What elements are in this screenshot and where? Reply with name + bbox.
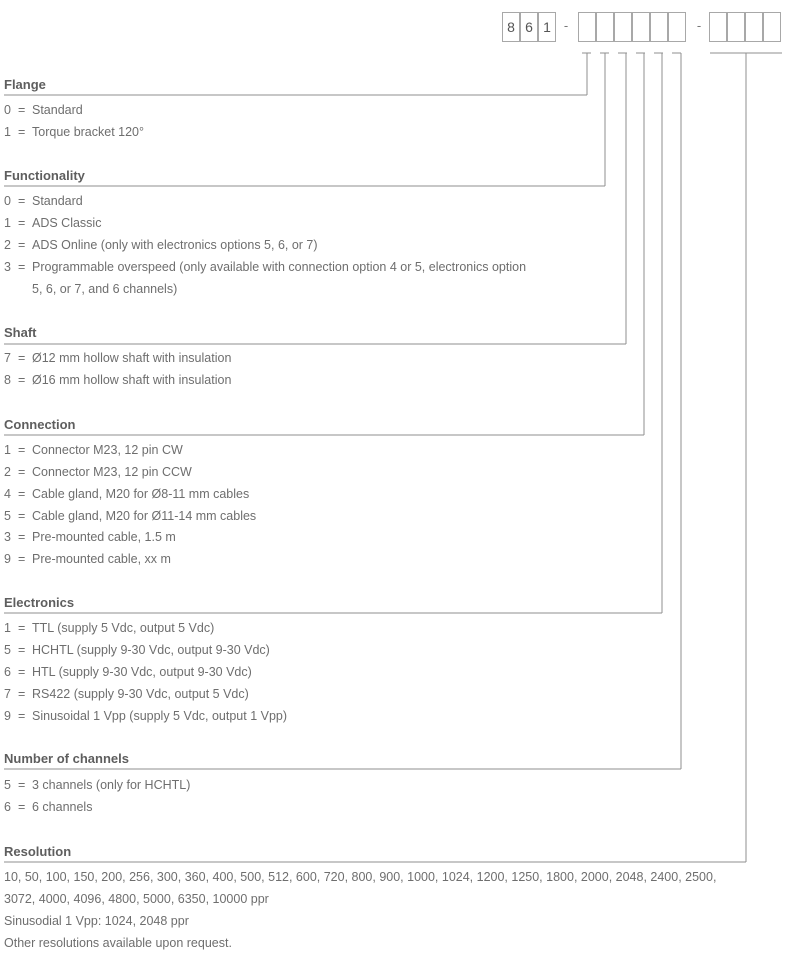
option-key: 1 [4, 443, 11, 457]
option-equals: = [18, 238, 26, 252]
section-title-flange: Flange [4, 77, 46, 92]
option-equals: = [18, 103, 26, 117]
option-equals: = [18, 800, 26, 814]
section-title-resolution: Resolution [4, 844, 72, 859]
option-row [4, 215, 101, 231]
code-slot-channels [668, 12, 686, 42]
resolution-request-note: Other resolutions available upon request. [4, 936, 232, 950]
option-text: ADS Online (only with electronics options 5, 6, or 7) [32, 238, 318, 252]
option-row [4, 642, 270, 658]
option-row [4, 237, 318, 253]
option-row [4, 799, 92, 815]
option-key: 4 [4, 487, 11, 501]
option-row [4, 193, 83, 209]
option-text: RS422 (supply 9-30 Vdc, output 5 Vdc) [32, 687, 249, 701]
resolution-values-line: 10, 50, 100, 150, 200, 256, 300, 360, 400, 500, 512, 600, 720, 800, 900, 1000, 1024, 1200, 1250, 1800, 2000, 2048, 2400, 2500, [4, 870, 717, 884]
option-key: 0 [4, 194, 11, 208]
option-equals: = [18, 621, 26, 635]
option-key: 7 [4, 351, 11, 365]
option-equals: = [18, 687, 26, 701]
option-key: 5 [4, 509, 11, 523]
option-text: TTL (supply 5 Vdc, output 5 Vdc) [32, 621, 215, 635]
option-text: 6 channels [32, 800, 93, 814]
option-row [4, 486, 249, 502]
option-text: 3 channels (only for HCHTL) [32, 778, 191, 792]
code-digit-3: 1 [538, 12, 556, 42]
section-title-channels: Number of channels [4, 751, 129, 766]
option-text: Ø12 mm hollow shaft with insulation [32, 351, 232, 365]
option-row [4, 508, 256, 524]
option-equals: = [18, 216, 26, 230]
option-text: Standard [32, 103, 83, 117]
option-equals: = [18, 465, 26, 479]
option-row [4, 664, 252, 680]
code-separator: - [696, 18, 702, 33]
option-equals: = [18, 487, 26, 501]
option-equals: = [18, 552, 26, 566]
option-text: Pre-mounted cable, xx m [32, 552, 171, 566]
resolution-values-line: 3072, 4000, 4096, 4800, 5000, 6350, 10000 ppr [4, 892, 269, 906]
option-key: 8 [4, 373, 11, 387]
code-digit-2: 6 [520, 12, 538, 42]
code-slot-flange [578, 12, 596, 42]
option-equals: = [18, 530, 26, 544]
option-equals: = [18, 373, 26, 387]
option-equals: = [18, 443, 26, 457]
option-text: Connector M23, 12 pin CW [32, 443, 183, 457]
option-row [4, 686, 249, 702]
code-slot-shaft [614, 12, 632, 42]
code-slot-resolution-2 [727, 12, 745, 42]
option-equals: = [18, 125, 26, 139]
option-continuation: 5, 6, or 7, and 6 channels) [32, 282, 178, 296]
option-text: HCHTL (supply 9-30 Vdc, output 9-30 Vdc) [32, 643, 270, 657]
option-row [4, 529, 176, 545]
option-key: 9 [4, 552, 11, 566]
code-slot-resolution-4 [763, 12, 781, 42]
option-key: 6 [4, 665, 11, 679]
option-text: Sinusoidal 1 Vpp (supply 5 Vdc, output 1 Vpp) [32, 709, 288, 723]
option-text: Torque bracket 120° [32, 125, 145, 139]
code-slot-electronics [650, 12, 668, 42]
section-title-electronics: Electronics [4, 595, 75, 610]
option-row [4, 372, 231, 388]
option-text: Programmable overspeed (only available with connection option 4 or 5, electronics option [32, 260, 527, 274]
option-key: 1 [4, 621, 11, 635]
section-title-shaft: Shaft [4, 325, 37, 340]
code-slot-connection [632, 12, 650, 42]
option-equals: = [18, 778, 26, 792]
option-text: HTL (supply 9-30 Vdc, output 9-30 Vdc) [32, 665, 252, 679]
option-row [4, 442, 183, 458]
option-key: 7 [4, 687, 11, 701]
code-slot-resolution-1 [709, 12, 727, 42]
option-key: 6 [4, 800, 11, 814]
option-key: 1 [4, 216, 11, 230]
option-key: 0 [4, 103, 11, 117]
resolution-sinusoidal-note: Sinusodial 1 Vpp: 1024, 2048 ppr [4, 914, 189, 928]
option-row [4, 551, 171, 567]
option-text: Connector M23, 12 pin CCW [32, 465, 192, 479]
option-equals: = [18, 194, 26, 208]
option-row [4, 102, 83, 118]
code-slot-resolution-3 [745, 12, 763, 42]
section-title-functionality: Functionality [4, 168, 85, 183]
option-text: Cable gland, M20 for Ø11-14 mm cables [32, 509, 257, 523]
option-equals: = [18, 351, 26, 365]
option-equals: = [18, 509, 26, 523]
option-key: 5 [4, 643, 11, 657]
option-equals: = [18, 260, 26, 274]
code-separator: - [563, 18, 569, 33]
option-row [4, 708, 287, 724]
option-row [4, 620, 214, 636]
option-equals: = [18, 643, 26, 657]
option-row [4, 777, 190, 793]
option-text: Ø16 mm hollow shaft with insulation [32, 373, 232, 387]
option-text: Pre-mounted cable, 1.5 m [32, 530, 176, 544]
code-slot-functionality [596, 12, 614, 42]
option-text: Standard [32, 194, 83, 208]
option-row [4, 124, 144, 140]
option-key: 3 [4, 260, 11, 274]
code-digit-1: 8 [502, 12, 520, 42]
option-key: 2 [4, 465, 11, 479]
option-key: 5 [4, 778, 11, 792]
option-row [4, 259, 526, 275]
section-title-connection: Connection [4, 417, 76, 432]
option-text: ADS Classic [32, 216, 102, 230]
option-row [4, 350, 231, 366]
option-key: 1 [4, 125, 11, 139]
option-key: 2 [4, 238, 11, 252]
option-key: 9 [4, 709, 11, 723]
option-row [4, 464, 192, 480]
option-text: Cable gland, M20 for Ø8-11 mm cables [32, 487, 250, 501]
option-key: 3 [4, 530, 11, 544]
option-equals: = [18, 709, 26, 723]
option-equals: = [18, 665, 26, 679]
